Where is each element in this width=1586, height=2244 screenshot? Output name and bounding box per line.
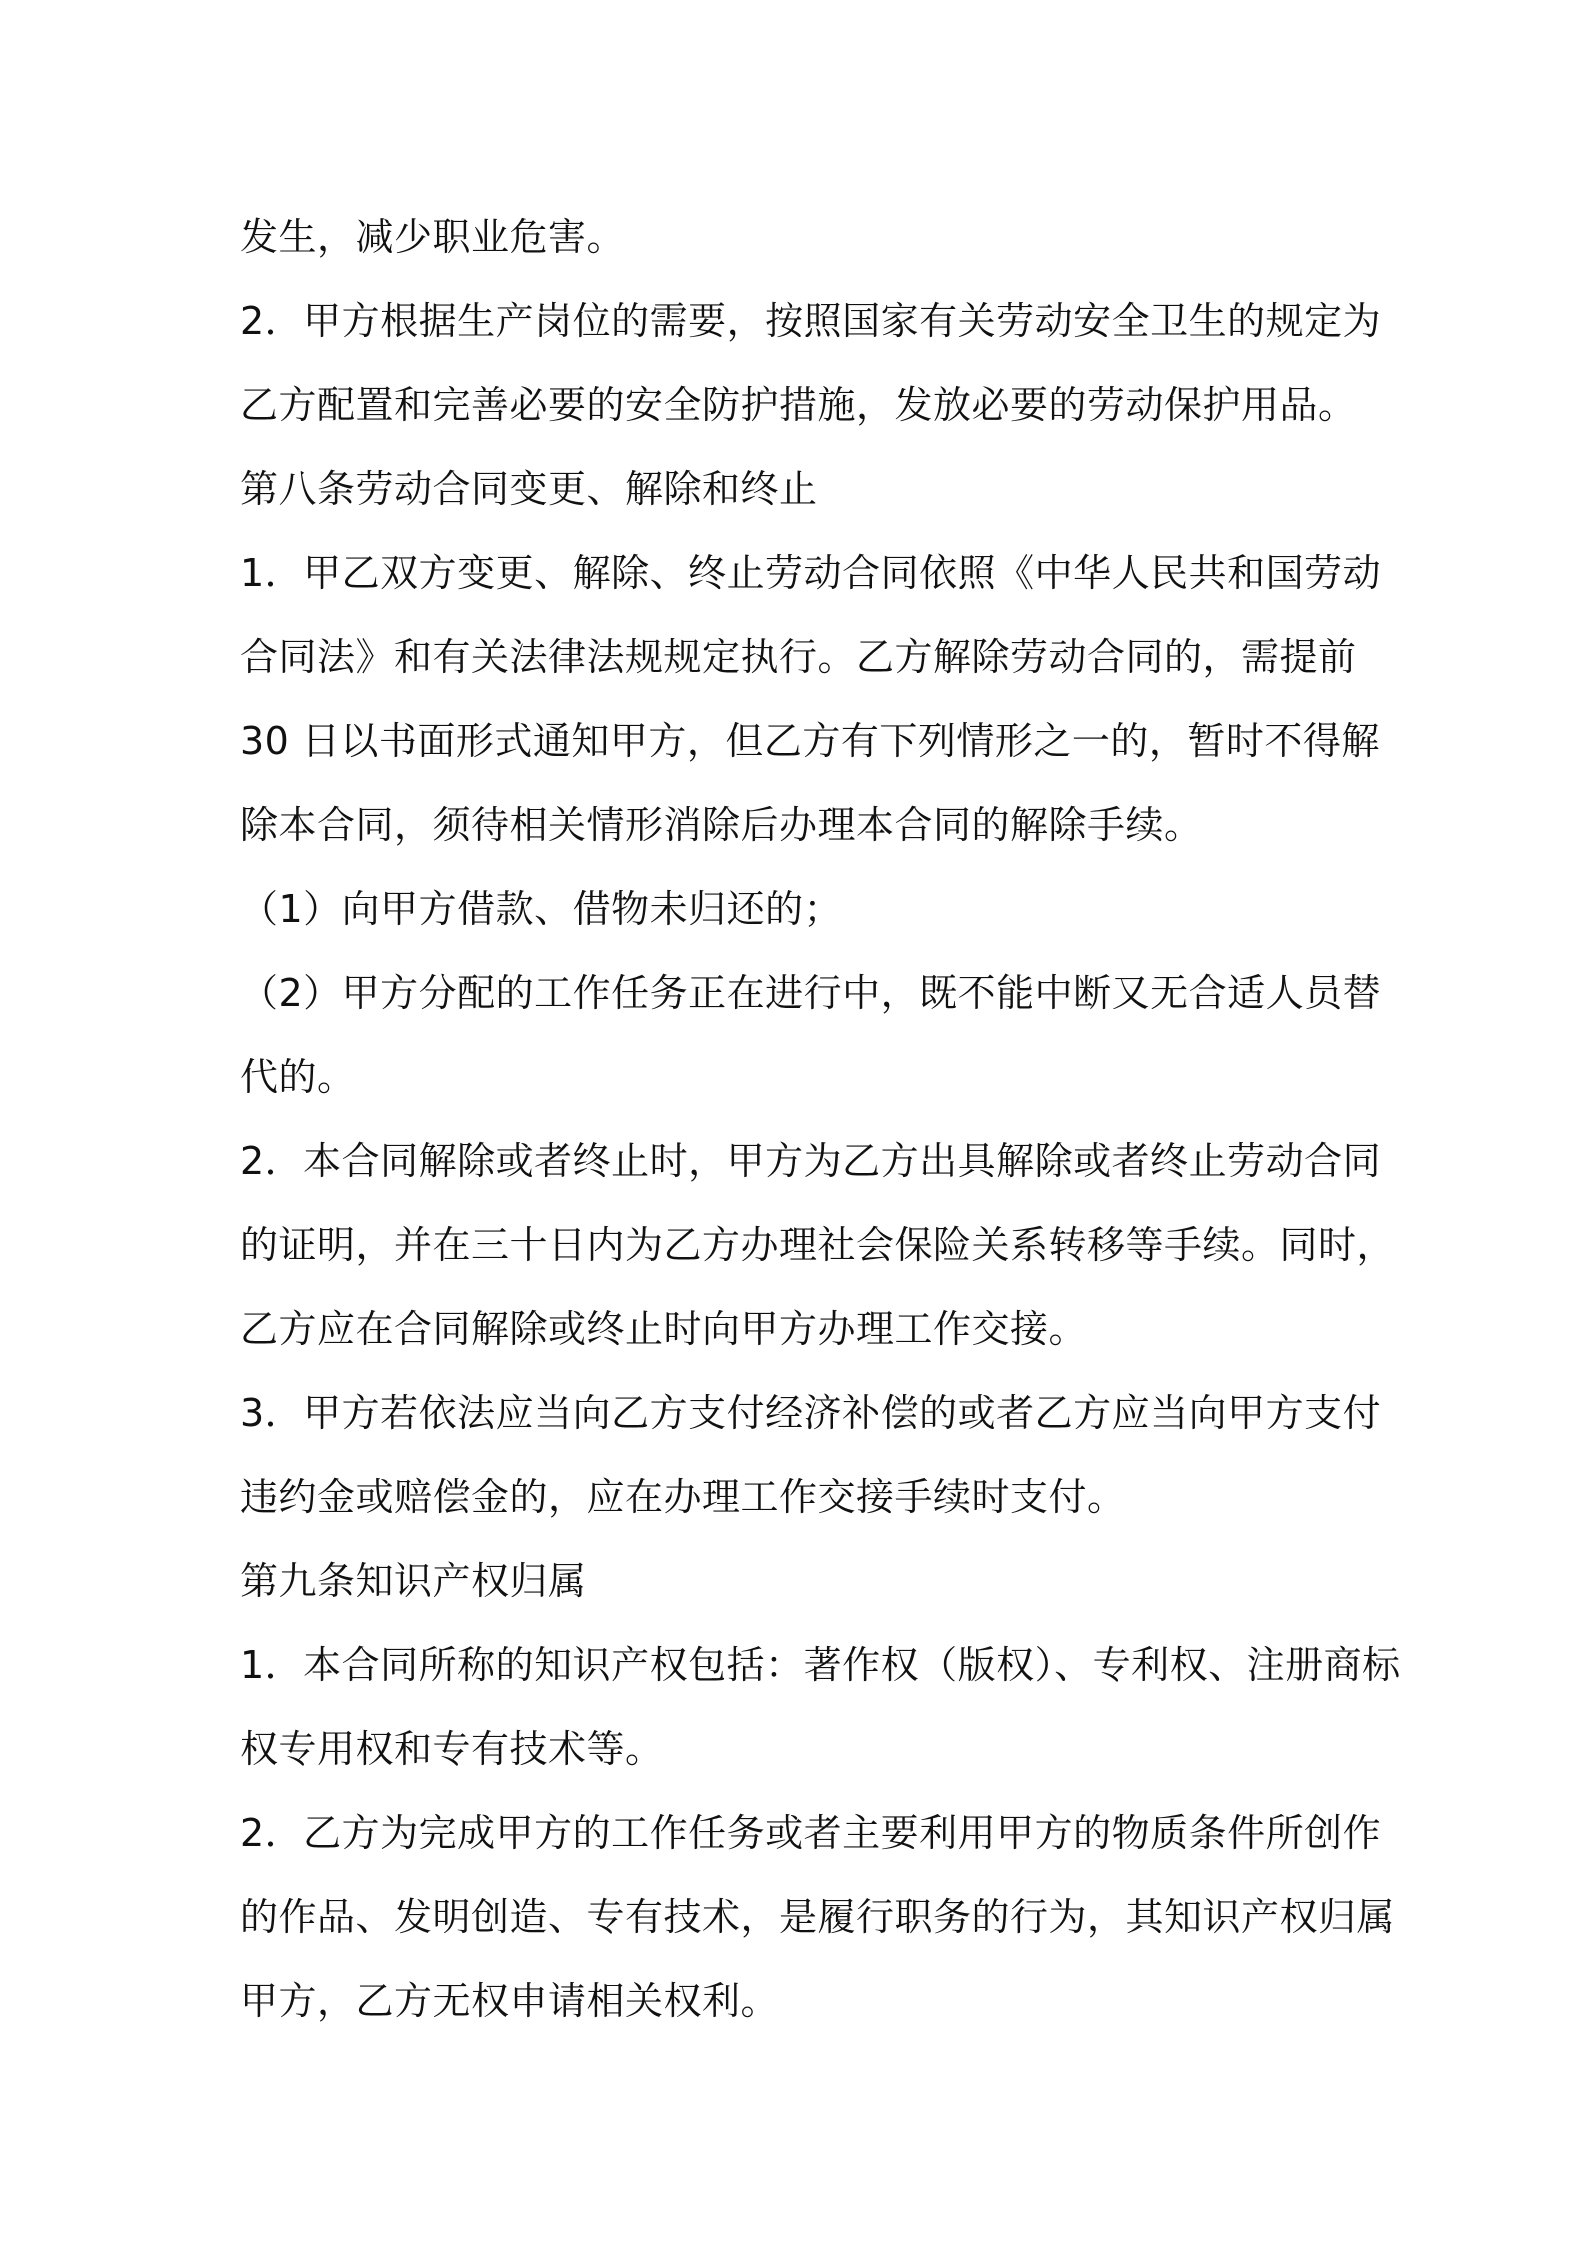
section-heading: 第九条知识产权归属: [240, 1559, 587, 1603]
text-line: 2．本合同解除或者终止时，甲方为乙方出具解除或者终止劳动合同: [240, 1139, 1382, 1183]
text-line: 违约金或赔偿金的，应在办理工作交接手续时支付。: [240, 1475, 1126, 1519]
text-line: 2．甲方根据生产岗位的需要，按照国家有关劳动安全卫生的规定为: [240, 299, 1382, 343]
text-line: 乙方应在合同解除或终止时向甲方办理工作交接。: [240, 1307, 1088, 1351]
text-line: 乙方配置和完善必要的安全防护措施，发放必要的劳动保护用品。: [240, 383, 1357, 427]
text-line: 甲方，乙方无权申请相关权利。: [240, 1979, 780, 2023]
text-line: 发生，减少职业危害。: [240, 215, 626, 259]
text-line: 3．甲方若依法应当向乙方支付经济补偿的或者乙方应当向甲方支付: [240, 1391, 1382, 1435]
text-line: 2．乙方为完成甲方的工作任务或者主要利用甲方的物质条件所创作: [240, 1811, 1382, 1855]
text-line: （1）向甲方借款、借物未归还的；: [240, 887, 843, 931]
text-line: 权专用权和专有技术等。: [240, 1727, 664, 1771]
text-line: 除本合同，须待相关情形消除后办理本合同的解除手续。: [240, 803, 1203, 847]
text-line: （2）甲方分配的工作任务正在进行中，既不能中断又无合适人员替: [240, 971, 1382, 1015]
text-line: 合同法》和有关法律法规规定执行。乙方解除劳动合同的，需提前: [240, 635, 1357, 679]
text-line: 的证明，并在三十日内为乙方办理社会保险关系转移等手续。同时，: [240, 1223, 1396, 1267]
document-body: [240, 195, 1401, 2043]
text-line: 的作品、发明创造、专有技术，是履行职务的行为，其知识产权归属: [240, 1895, 1396, 1939]
text-line: 1．本合同所称的知识产权包括：著作权（版权）、专利权、注册商标: [240, 1643, 1401, 1687]
text-line: 1．甲乙双方变更、解除、终止劳动合同依照《中华人民共和国劳动: [240, 551, 1382, 595]
text-line: 30 日以书面形式通知甲方，但乙方有下列情形之一的，暂时不得解: [240, 719, 1380, 763]
section-heading: 第八条劳动合同变更、解除和终止: [240, 467, 818, 511]
text-line: 代的。: [240, 1055, 356, 1099]
